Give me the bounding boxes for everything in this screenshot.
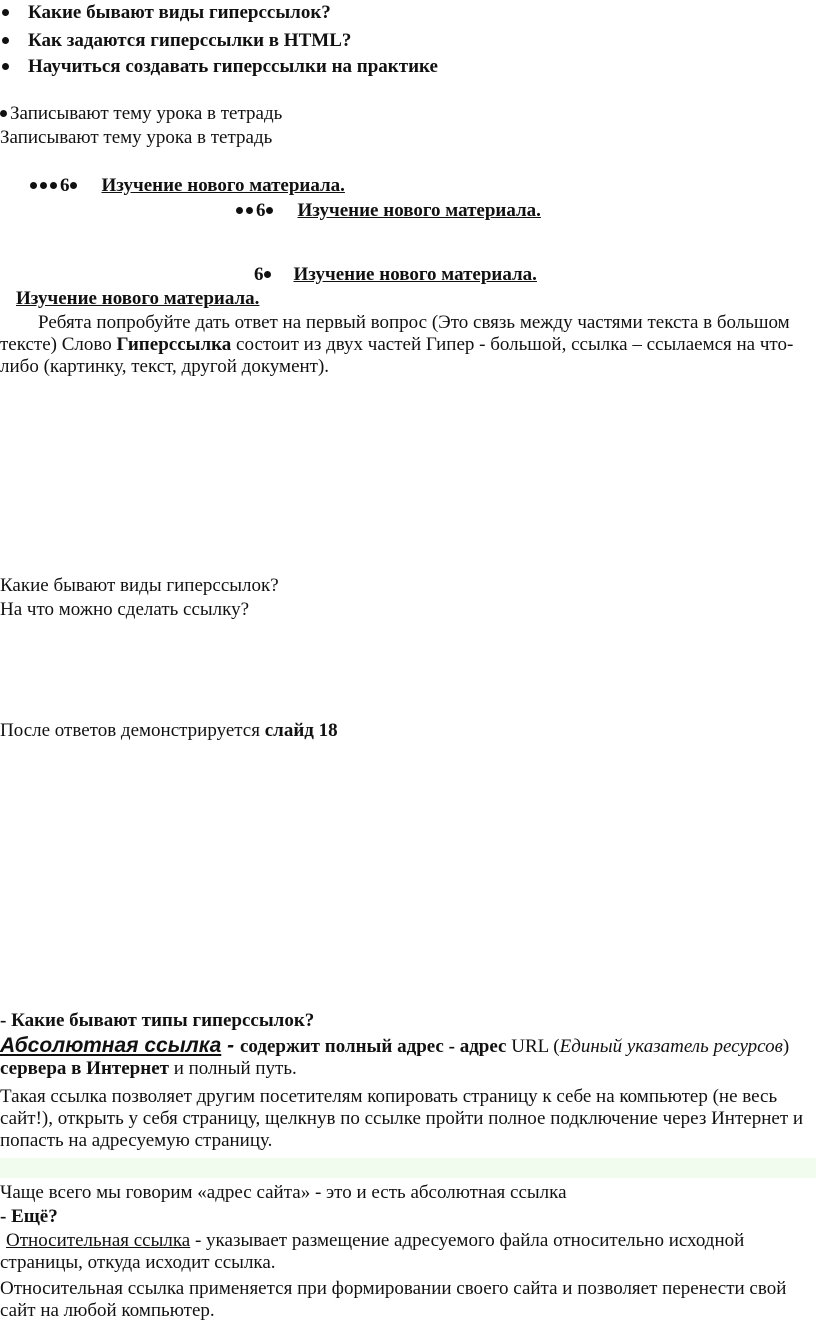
- more-question: - Ещё?: [0, 1206, 58, 1227]
- goal-item: Научиться создавать гиперссылки на практике: [0, 56, 438, 78]
- bullet-icon: [246, 207, 253, 214]
- bullet-icon: [40, 182, 47, 189]
- intro-paragraph: Ребята попробуйте дать ответ на первый вопрос (Это связь между частями текста в большом тексте) Слово Гиперссылка состоит из двух частей Гипер - большой, ссылка – ссылаемся на что-либо (картинку, текст, другой документ).: [0, 312, 794, 377]
- bullet-icon: [2, 63, 9, 70]
- relative-usage: Относительная ссылка применяется при формировании своего сайта и позволяет перенести свой сайт на любой компьютер.: [0, 1278, 787, 1321]
- bullet-icon: [2, 9, 9, 16]
- bullet-icon: [236, 207, 243, 214]
- question-kinds: Какие бывают виды гиперссылок?: [0, 575, 279, 596]
- bullet-icon: [2, 37, 9, 44]
- absolute-description: Такая ссылка позволяет другим посетителям копировать страницу к себе на компьютер (не весь сайт!), открыть у себя страницу, щелкнув по ссылке пройти полное подключение через Интернет и попасть на адресуемую страницу.: [0, 1086, 804, 1151]
- bullet-icon: [0, 110, 7, 117]
- bullet-icon: [50, 182, 57, 189]
- stage-heading: 6 Изучение нового материала.: [236, 200, 541, 222]
- absolute-definition: Абсолютная ссылка - содержит полный адрес - адрес URL (Единый указатель ресурсов) сервера в Интернет и полный путь.: [0, 1034, 790, 1079]
- write-topic-bulleted: Записывают тему урока в тетрадь: [0, 103, 282, 125]
- highlight-band: [0, 1158, 816, 1178]
- bullet-icon: [70, 182, 77, 189]
- stage-heading: Изучение нового материала.: [16, 288, 260, 309]
- bullet-icon: [264, 271, 271, 278]
- goal-item: Как задаются гиперссылки в HTML?: [0, 30, 351, 52]
- bullet-icon: [266, 207, 273, 214]
- often-said: Чаще всего мы говорим «адрес сайта» - это и есть абсолютная ссылка: [0, 1182, 567, 1203]
- types-question: - Какие бывают типы гиперссылок?: [0, 1010, 315, 1031]
- stage-heading: 6 Изучение нового материала.: [254, 264, 537, 285]
- relative-definition: Относительная ссылка - указывает размещение адресуемого файла относительно исходной страницы, откуда исходит ссылка.: [0, 1230, 745, 1273]
- write-topic: Записывают тему урока в тетрадь: [0, 127, 273, 148]
- stage-heading: 6 Изучение нового материала.: [30, 175, 345, 197]
- bullet-icon: [30, 182, 37, 189]
- question-what: На что можно сделать ссылку?: [0, 599, 250, 620]
- goal-item: Какие бывают виды гиперссылок?: [0, 2, 331, 24]
- after-answers: После ответов демонстрируется слайд 18: [0, 720, 338, 741]
